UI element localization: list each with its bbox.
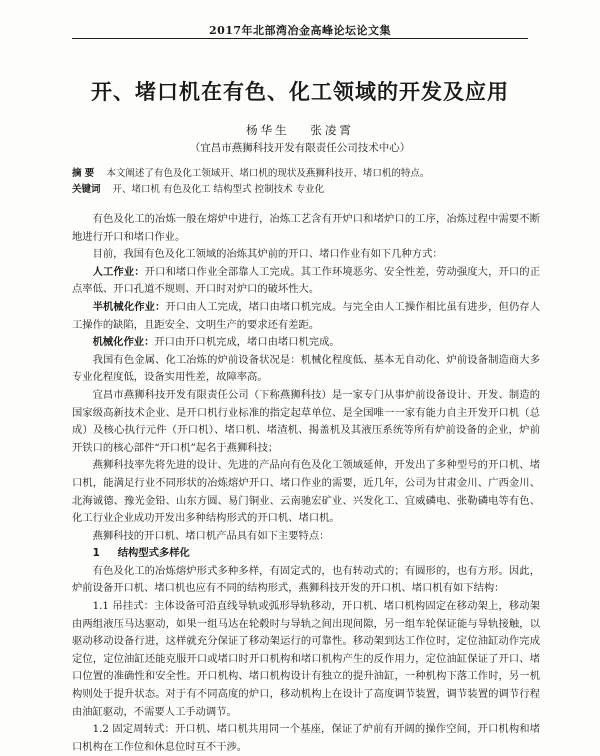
abstract-text: 本文阐述了有色及化工领域开、堵口机的现状及燕狮科技开、堵口机的特点。 (106, 168, 430, 179)
keywords (72, 183, 542, 197)
mode-semi (72, 299, 540, 334)
mode-text: 开口和堵口作业全部靠人工完成。其工作环境恶劣、安全性差，劳动强度大，开口的正点率低、开口孔道不规则、开口时对炉口的破坏性大。 (72, 265, 541, 296)
keywords-text: 开、堵口机 有色及化工 结构型式 控制技术 专业化 (112, 184, 325, 195)
keywords-label: 关键词 (72, 184, 101, 195)
section-number: 1 (92, 547, 100, 560)
section-title: 结构型式多样化 (117, 547, 190, 560)
affiliation: （宜昌市燕狮科技开发有限责任公司技术中心） (189, 142, 411, 154)
subsection-item: 1.1 吊挂式：主体设备可沿直线导轨或弧形导轨移动，开口机、堵口机构固定在移动架上，移动架由两组液压马达驱动，如果一组马达在轮毂时与导轨之间出现间隙，另一组车轮保证能与导轨接触，以驱动移动设备行进，这样就充分保证了移动架运行的可靠性。移动架到达工作位时，定位油缸动作完成定位，定位油缸还能克服开口或堵口时开口机构和堵口机构产生的反作用力，定位油缸保证了开口、堵口位置的准确性和安全性。开口机构、堵口机构设计有独立的提升油缸，一种机构下落工作时，另一机构则处于提升状态。对于有不同高度的炉口，移动机构上在设计了高度调节装置，调节装置的调节行程由油缸驱动，不需要人工手动调节。 (72, 600, 540, 718)
paragraph: 有色及化工的冶炼一般在熔炉中进行，冶炼工艺含有开炉口和堵炉口的工序，冶炼过程中需要不断地进行开口和堵口作业。 (72, 213, 540, 243)
paragraph: 目前，我国有色及化工领域的冶炼其炉前的开口、堵口作业有如下几种方式： (92, 248, 443, 261)
section-heading (72, 545, 540, 563)
paragraph: 我国有色金属、化工冶炼的炉前设备状况是：机械化程度低、基本无自动化、炉前设备制造商大多专业化程度低，设备实用性差，故障率高。 (72, 353, 540, 384)
paragraph: 燕狮科技率先将先进的设计、先进的产品向有色及化工领域延伸，开发出了多种型号的开口机、堵口机，能满足行业不同形状的冶炼熔炉开口、堵口作业的需要，近几年，公司为甘肃金川、广西金川、北海诚德、豫光金铅、山东方圆、易门铜业、云南驰宏矿业、兴发化工、宜威磷电、张勒磷电等有色、化工行业企业成功开发出多种结构形式的开口机、堵口机。 (72, 459, 540, 525)
mode-manual (72, 264, 540, 299)
running-header: 2017年北部湾冶金高峰论坛论文集 (208, 24, 392, 37)
mode-label: 人工作业： (92, 265, 145, 278)
abstract-label: 摘 要 (72, 168, 95, 179)
paragraph: 有色及化工的冶炼熔炉形式多种多样，有固定式的，也有转动式的；有圆形的，也有方形。因此，炉前设备开口机、堵口机也应有不同的结构形式，燕狮科技开发的开口机、堵口机有如下结构： (72, 564, 540, 595)
paragraph: 燕狮科技的开口机、堵口机产品具有如下主要特点： (92, 529, 330, 542)
mode-text: 开口由人工完成，堵口由堵口机完成。与完全由人工操作相比虽有进步，但仍存人工操作的缺陷，且距安全、文明生产的要求还有差距。 (72, 300, 541, 331)
abstract (72, 167, 542, 181)
authors: 杨华生 张凌霄 (246, 123, 354, 137)
paragraph: 宜昌市燕狮科技开发有限责任公司（下称燕狮科技）是一家专门从事炉前设备设计、开发、制造的国家级高新技术企业、是开口机行业标准的指定起草单位、是全国唯一一家有能力自主开发开口机（总成）及核心执行元件（开口机）、堵口机、堵渣机、揭盖机及其液压系统等所有炉前设备的企业，炉前开铁口的核心部件“开口机”起名于燕狮科技； (72, 388, 540, 454)
mode-label: 机械化作业： (92, 336, 155, 349)
header-rule (72, 38, 528, 39)
mode-mechanized (72, 334, 540, 352)
body-text (72, 211, 540, 756)
mode-text: 开口由开口机完成，堵口由堵口机完成。 (154, 336, 340, 349)
mode-label: 半机械化作业： (92, 300, 166, 313)
paper-title: 开、堵口机在有色、化工领域的开发及应用 (91, 80, 509, 104)
subsection-item: 1.2 固定周转式：开口机、堵口机共用同一个基座，保证了炉前有开阔的操作空间，开口机构和堵口机构在工作位和休息位时互不干涉。 (72, 723, 540, 753)
